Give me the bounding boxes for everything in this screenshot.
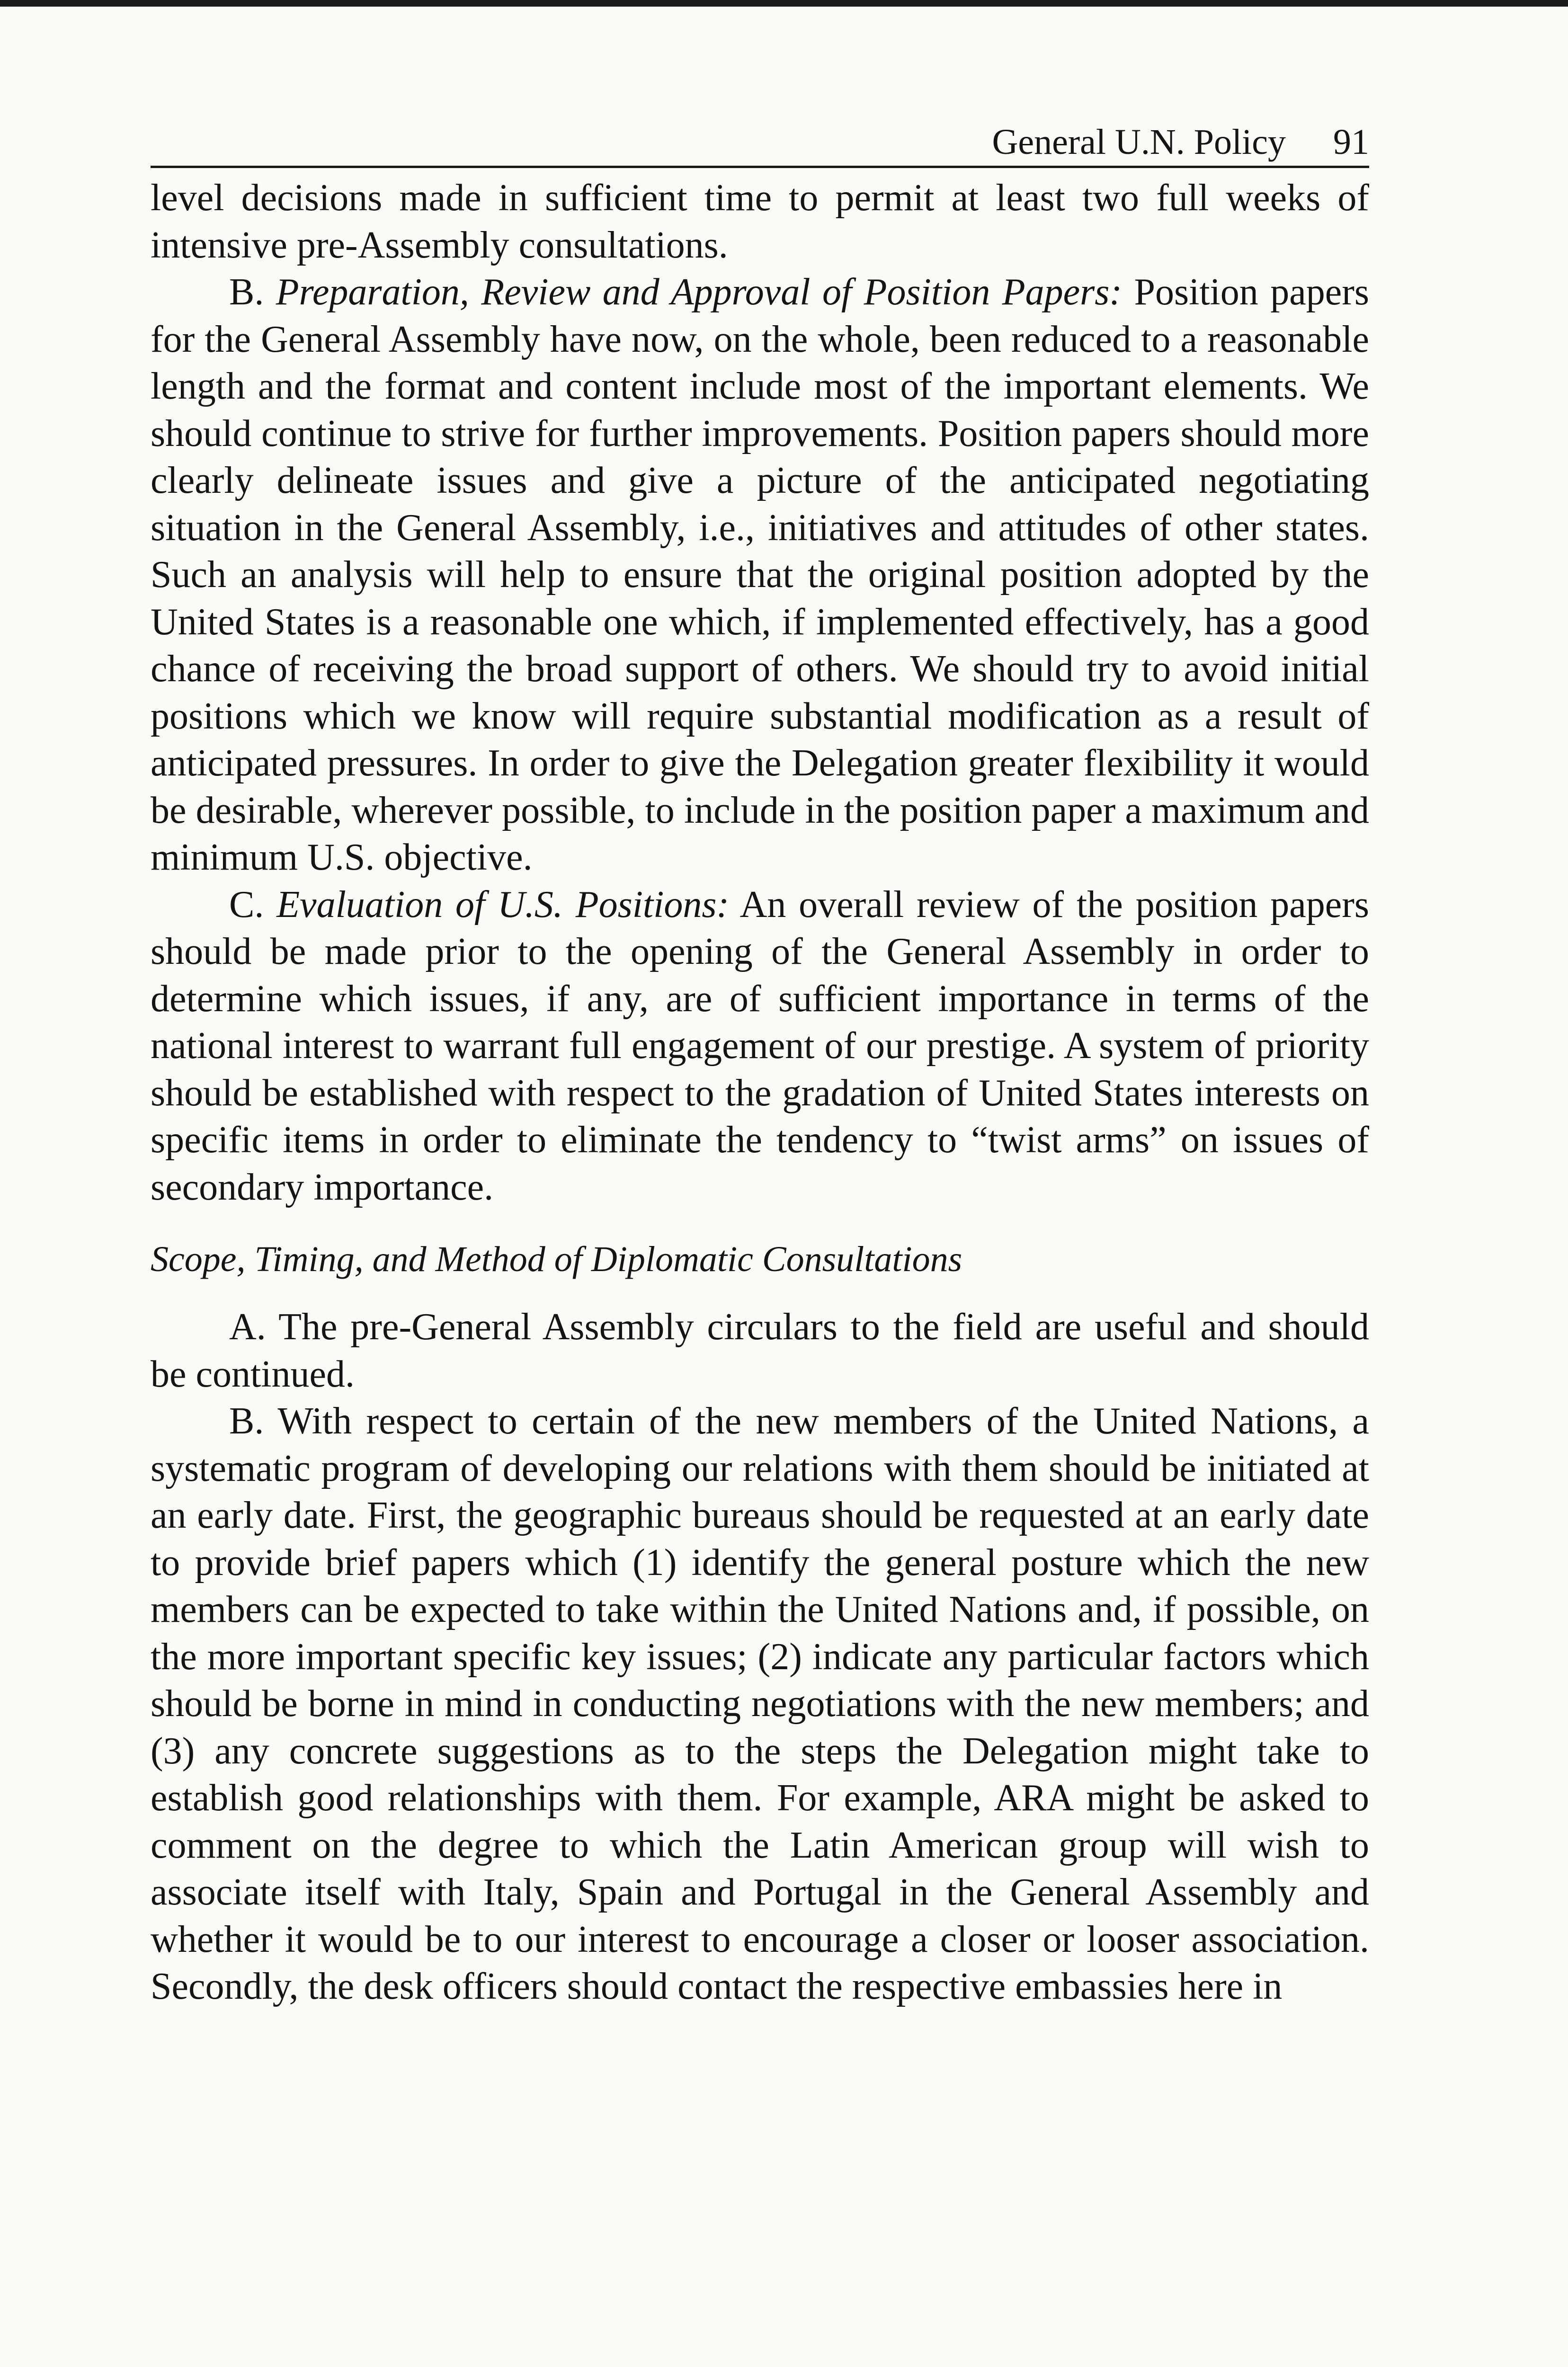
paragraph-label: Evaluation of U.S. Positions: [276, 883, 730, 925]
paragraph-text: An overall review of the position papers should be made prior to the opening of the General Assembly in order to determine which issues, if any, are of sufficient importance in terms of the national interest to warrant full engagement of our prestige. A system of priority should be established with respect to the gradation of United States interests on specific items in order to eliminate the tendency to “twist arms” on issues of secondary importance. [151, 883, 1369, 1208]
paragraph-text: Position papers for the General Assembly have now, on the whole, been reduced to a reasonable length and the format and content include most of the important elements. We should continue to strive for further improvements. Position papers should more clearly delineate issues and give a picture of the anticipated negotiating situation in the General Assembly, i.e., initiatives and attitudes of other states. Such an analysis will help to ensure that the original position adopted by the United States is a reasonable one which, if implemented effectively, has a good chance of receiving the broad support of others. We should try to avoid initial positions which we know will require substantial modification as a result of anticipated pressures. In order to give the Delegation greater flexibility it would be desirable, wherever possible, to include in the position paper a maximum and minimum U.S. objective. [151, 271, 1369, 878]
paragraph-label: Preparation, Review and Approval of Position Papers: [276, 271, 1123, 313]
page-number: 91 [1333, 122, 1369, 162]
document-page [151, 118, 1369, 2011]
section-heading: Scope, Timing, and Method of Diplomatic Consultations [151, 1239, 962, 1279]
paragraph-continuation: level decisions made in sufficient time to permit at least two full weeks of intensive pre-Assembly consultations. [151, 177, 1369, 266]
paragraph-marker: C. [229, 883, 264, 925]
body-text [151, 175, 1369, 2011]
paragraph-marker: B. [229, 271, 264, 313]
paragraph-c-evaluation [151, 881, 1369, 1211]
paragraph-b-position-papers [151, 269, 1369, 881]
scan-top-edge [0, 0, 1568, 7]
header-title: General U.N. Policy [992, 122, 1286, 162]
paragraph-b-new-members: B. With respect to certain of the new members of the United Nations, a systematic program of developing our relations with them should be initiated at an early date. First, the geographic bureaus should be requested at an early date to provide brief papers which (1) identify the general posture which the new members can be expected to take within the United Nations and, if possible, on the more important specific key issues; (2) indicate any particular factors which should be borne in mind in conducting negotiations with the new members; and (3) any concrete suggestions as to the steps the Delegation might take to establish good relationships with them. For example, ARA might be asked to comment on the degree to which the Latin American group will wish to associate itself with Italy, Spain and Portugal in the General Assembly and whether it would be to our interest to encourage a closer or looser association. Secondly, the desk officers should contact the respective embassies here in [151, 1400, 1369, 2007]
running-header [151, 118, 1369, 168]
paragraph-a-circulars: A. The pre-General Assembly circulars to the field are useful and should be continued. [151, 1306, 1369, 1395]
